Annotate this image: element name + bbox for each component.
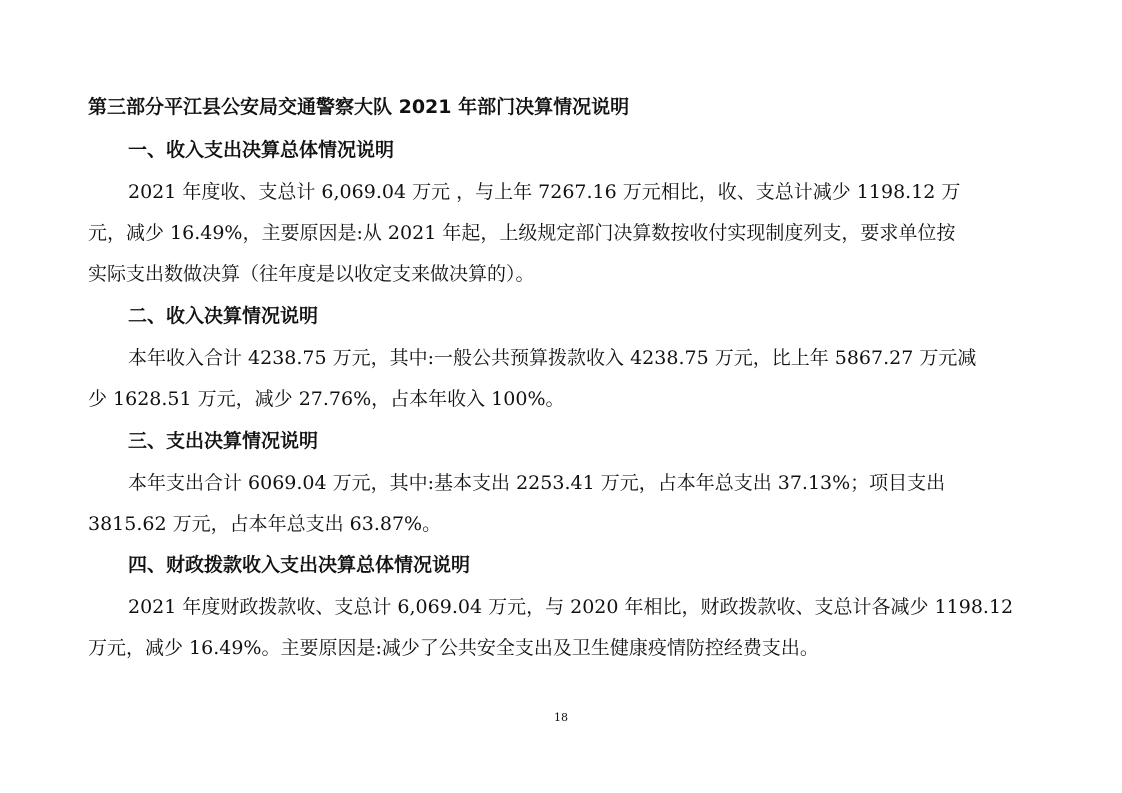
section-heading-fiscal-appropriation: 四、财政拨款收入支出决算总体情况说明: [128, 554, 471, 576]
page-number: 18: [554, 711, 568, 724]
paragraph-line: 万元，减少 16.49%。主要原因是:减少了公共安全支出及卫生健康疫情防控经费支出。: [88, 637, 819, 659]
section-heading-expenditure: 三、支出决算情况说明: [128, 430, 319, 452]
paragraph-line: 元，减少 16.49%，主要原因是:从 2021 年起，上级规定部门决算数按收付实现制度列支，要求单位按: [88, 222, 956, 244]
document-title: 第三部分平江县公安局交通警察大队 2021 年部门决算情况说明: [88, 96, 630, 118]
paragraph-line: 2021 年度收、支总计 6,069.04 万元 ，与上年 7267.16 万元相比，收、支总计减少 1198.12 万: [128, 181, 961, 203]
section-heading-income: 二、收入决算情况说明: [128, 305, 319, 327]
paragraph-line: 实际支出数做决算（往年度是以收定支来做决算的）。: [88, 263, 535, 285]
paragraph-line: 本年支出合计 6069.04 万元，其中:基本支出 2253.41 万元，占本年总支出 37.13%；项目支出: [128, 472, 946, 494]
paragraph-line: 3815.62 万元，占本年总支出 63.87%。: [88, 513, 442, 535]
paragraph-line: 2021 年度财政拨款收、支总计 6,069.04 万元，与 2020 年相比，财政拨款收、支总计各减少 1198.12: [128, 596, 1014, 618]
section-heading-income-expenditure-overview: 一、收入支出决算总体情况说明: [128, 139, 395, 161]
paragraph-line: 少 1628.51 万元，减少 27.76%，占本年收入 100%。: [88, 388, 565, 410]
paragraph-line: 本年收入合计 4238.75 万元，其中:一般公共预算拨款收入 4238.75 万元，比上年 5867.27 万元减: [128, 347, 977, 369]
